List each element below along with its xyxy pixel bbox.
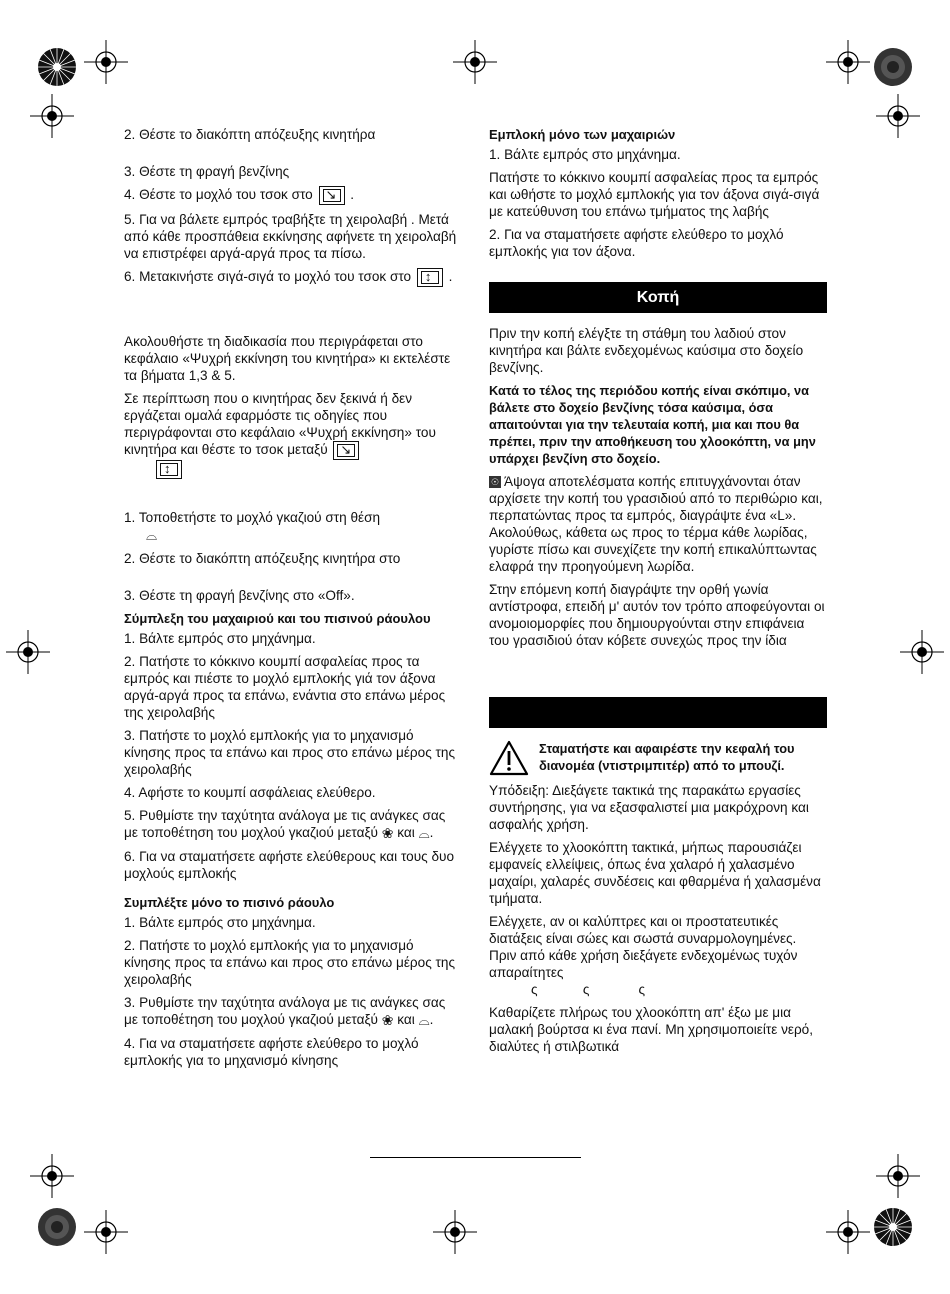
cutting-paragraph-3: Στην επόμενη κοπή διαγράψτε την ορθή γωνία αντίστροφα, επειδή μ' αυτόν τον τρόπο αποφεύγονται οι ανομοιομορφίες που δημιουργούνται στην επιφάνεια του γρασιδιού όταν κόβετε συνεχώς προς την ίδια <box>489 582 825 648</box>
cutting-tip-text: Άψογα αποτελέσματα κοπής επιτυγχάνονται όταν αρχίσετε την κοπή του γρασιδιού από το περιθώριο και, περπατώντας προς τα εμπρός, διαγράψτε ένα «L». Ακολούθως, κάθετα ως προς το τέρμα κάθε λωρίδας, γυρίστε πίσω και συνεχίζετε την κοπή επικαλύπτωντας ελαφρά την προηγούμενη λωρίδα. <box>489 474 823 574</box>
crosshair-mark-mid-right <box>898 628 946 676</box>
turtle-icon: ⌓ <box>418 824 430 841</box>
spool-only-step-3-text: 3. Ρυθμίστε την ταχύτητα ανάλογα με τις ανάγκες σας με τοποθέτηση του μοχλού γκαζιού μεταξύ <box>124 994 446 1027</box>
cutting-paragraph-1: Πριν την κοπή ελέγξτε τη στάθμη του λαδιού στον κινητήρα και βάλτε ενδεχομένως καύσιμα στο δοχείο βενζίνης. <box>489 326 804 375</box>
maintenance-paragraph-3 <box>489 913 827 998</box>
blade-spool-step-3: 3. Πατήστε το μοχλό εμπλοκής για το μηχανισμό κίνησης προς τα επάνω και προς στο επάνω μέρος της χειρολαβής <box>124 727 456 777</box>
warm-start-paragraph-2 <box>124 390 462 479</box>
cutting-bold-note: Κατά το τέλος της περιόδου κοπής είναι σκόπιμο, να βάλετε στο δοχείο βενζίνης τόσα καύσιμα, όσα απαιτούνται για την τελευταία κοπή, μια και που θα πρέπει, πριν την αποθήκευση του χλοοκόπτη, να μην υπάρχει βενζίνη στο δοχείο. <box>489 383 816 466</box>
crosshair-mark-bottom-left <box>82 1208 130 1256</box>
maintenance-fragment: ς ς ς <box>531 982 646 997</box>
blade-spool-step-5: 5. Ρυθμίστε την ταχύτητα ανάλογα με τις ανάγκες σας με τοποθέτηση του μοχλού γκαζιού μεταξύ ❀ και ⌓. <box>124 807 446 841</box>
blades-only-paragraph: Πατήστε το κόκκινο κουμπί ασφαλείας προς τα εμπρός και ωθήστε το μοχλό εμπλοκής για τον άξονα σιγά-σιγά με κατεύθυνση του επάνω τμήματος της λαβής <box>489 170 820 219</box>
crosshair-mark-lower-right <box>874 1152 922 1200</box>
heading-spool-only: Συμπλέξτε μόνο το πισινό ράουλο <box>124 894 335 910</box>
heading-blades-only: Εμπλοκή μόνο των μαχαιριών <box>489 127 676 142</box>
heading-blade-and-spool: Σύμπλεξη του μαχαιριού και του πισινού ράουλου <box>124 610 431 626</box>
warm-start-paragraph-1: Ακολουθήστε τη διαδικασία που περιγράφεται στο κεφάλαιο «Ψυχρή εκκίνηση του κινητήρα» κι εκτελέστε τα βήματα 1,3 & 5. <box>124 334 451 383</box>
blade-spool-step-6: 6. Για να σταματήσετε αφήστε ελεύθερους και τους δυο μοχλούς εμπλοκής <box>124 848 455 881</box>
rabbit-icon: ❀ <box>381 1011 394 1028</box>
and-word: και <box>397 1011 415 1027</box>
left-column <box>124 126 462 1075</box>
stop-engine-step-1 <box>124 509 462 544</box>
choke-open-icon <box>156 460 182 479</box>
section-bar-cutting: Κοπή <box>489 282 827 313</box>
spool-only-step-4: 4. Για να σταματήσετε αφήστε ελεύθερο το μοχλό εμπλοκής για το μηχανισμό κίνησης <box>124 1035 419 1068</box>
crosshair-mark-top-center <box>451 38 499 86</box>
choke-open-icon <box>417 268 443 287</box>
crosshair-mark-top-left <box>82 38 130 86</box>
registration-mark-bottom-right <box>864 1198 922 1256</box>
blade-spool-step-2: 2. Πατήστε το κόκκινο κουμπί ασφαλείας προς τα εμπρός και πιέστε το μοχλό εμπλοκής γιά τον άξονα αργά-αργά προς τα επάνω, ενάντια στο επάνω μέρος της χειρολαβής <box>124 653 446 720</box>
cold-start-step-6-text: 6. Μετακινήστε σιγά-σιγά το μοχλό του τσοκ στο <box>124 269 412 285</box>
and-word: και <box>397 824 415 840</box>
crosshair-mark-upper-right <box>874 92 922 140</box>
cold-start-step-2: 2. Θέστε το διακόπτη απόζευξης κινητήρα <box>124 127 376 142</box>
cold-start-step-3: 3. Θέστε τη φραγή βενζίνης <box>124 164 290 179</box>
spool-only-step-2: 2. Πατήστε το μοχλό εμπλοκής για το μηχανισμό κίνησης προς τα επάνω και προς στο επάνω μέρος της χειρολαβής <box>124 937 456 987</box>
maintenance-paragraph-4: Καθαρίζετε πλήρως του χλοοκόπτη απ' έξω με μια μαλακή βούρτσα κι ένα πανί. Μη χρησιμοποιείτε νερό, διαλύτες ή στιλβωτικά <box>489 1005 814 1054</box>
maintenance-paragraph-1: Υπόδειξη: Διεξάγετε τακτικά της παρακάτω εργασίες συντήρησης, για να εξασφαλιστεί μια μακρόχρονη και ασφαλής χρήση. <box>489 783 809 832</box>
stop-engine-step-1-text: 1. Τοποθετήστε το μοχλό γκαζιού στη θέση <box>124 510 381 525</box>
spool-only-step-3: 3. Ρυθμίστε την ταχύτητα ανάλογα με τις ανάγκες σας με τοποθέτηση του μοχλού γκαζιού μεταξύ ❀ και ⌓. <box>124 994 446 1028</box>
rabbit-icon: ❀ <box>381 824 394 841</box>
spool-only-step-1: 1. Βάλτε εμπρός στο μηχάνημα. <box>124 914 316 930</box>
right-column <box>489 126 827 1061</box>
stop-engine-step-3: 3. Θέστε τη φραγή βενζίνης στο «Off». <box>124 587 355 603</box>
cold-start-step-4-text: 4. Θέστε το μοχλό του τσοκ στο <box>124 187 313 203</box>
cutting-tip <box>489 473 827 575</box>
registration-mark-top-right <box>864 38 922 96</box>
registration-mark-bottom-left <box>28 1198 86 1256</box>
stop-engine-step-2: 2. Θέστε το διακόπτη απόζευξης κινητήρα στο <box>124 550 401 566</box>
cold-start-step-6: 6. Μετακινήστε σιγά-σιγά το μοχλό του τσοκ στο ↕ . <box>124 268 462 287</box>
crosshair-mark-bottom-center <box>431 1208 479 1256</box>
maintenance-paragraph-3-text: Ελέγχετε, αν οι καλύπτρες και οι προστατευτικές διατάξεις είναι σώες και σωστά συναρμολογημένες. Πριν από κάθε χρήση διεξάγετε ενδεχομένως τυχόν απαραίτητες <box>489 914 798 980</box>
blades-only-step-1: 1. Βάλτε εμπρός στο μηχάνημα. <box>489 147 681 162</box>
cold-start-step-4: 4. Θέστε το μοχλό του τσοκ στο ↘ . <box>124 186 462 205</box>
choke-closed-icon <box>333 441 359 460</box>
cold-start-step-5: 5. Για να βάλετε εμπρός τραβήξτε τη χειρολαβή . Μετά από κάθε προσπάθεια εκκίνησης αφήνετε τη χειρολαβή να επιστρέφει αργά-αργά προς τα πίσω. <box>124 212 457 261</box>
warm-start-paragraph-2-text: Σε περίπτωση που ο κινητήρας δεν ξεκινά ή δεν εργάζεται ομαλά εφαρμόστε τις οδηγίες που περιγράφονται στο κεφάλαιο «Ψυχρή εκκίνηση» του κινητήρα και θέστε το τσοκ μεταξύ <box>124 391 436 458</box>
crosshair-mark-lower-left <box>28 1152 76 1200</box>
crosshair-mark-mid-left <box>4 628 52 676</box>
blade-spool-step-4: 4. Αφήστε το κουμπί ασφάλειας ελεύθερο. <box>124 784 376 800</box>
tip-icon: ☉ <box>490 477 500 488</box>
turtle-icon: ⌓ <box>146 526 158 543</box>
turtle-icon: ⌓ <box>418 1011 430 1028</box>
maintenance-paragraph-2: Ελέγχετε το χλοοκόπτη τακτικά, μήπως παρουσιάζει εμφανείς ελλείψεις, όπως ένα χαλαρό ή χαλασμένο μαχαίρι, χαλαρές συνδέσεις και φθαρμένα ή χαλασμένα τμήματα. <box>489 840 821 906</box>
warning-triangle-icon <box>489 740 529 776</box>
warning-block <box>489 740 827 776</box>
crosshair-mark-upper-left <box>28 92 76 140</box>
blades-only-step-2: 2. Για να σταματήσετε αφήστε ελεύθερο το μοχλό εμπλοκής για τον άξονα. <box>489 227 784 259</box>
blade-spool-step-5-text: 5. Ρυθμίστε την ταχύτητα ανάλογα με τις ανάγκες σας με τοποθέτηση του μοχλού γκαζιού μεταξύ <box>124 807 446 840</box>
warning-text: Σταματήστε και αφαιρέστε την κεφαλή του διανομέα (ντιστριμπιτέρ) από το μπουζί. <box>539 741 795 773</box>
choke-closed-icon <box>319 186 345 205</box>
section-bar-maintenance <box>489 697 827 728</box>
blade-spool-step-1: 1. Βάλτε εμπρός στο μηχάνημα. <box>124 630 316 646</box>
registration-mark-top-left <box>28 38 86 96</box>
footer-rule <box>370 1157 581 1158</box>
